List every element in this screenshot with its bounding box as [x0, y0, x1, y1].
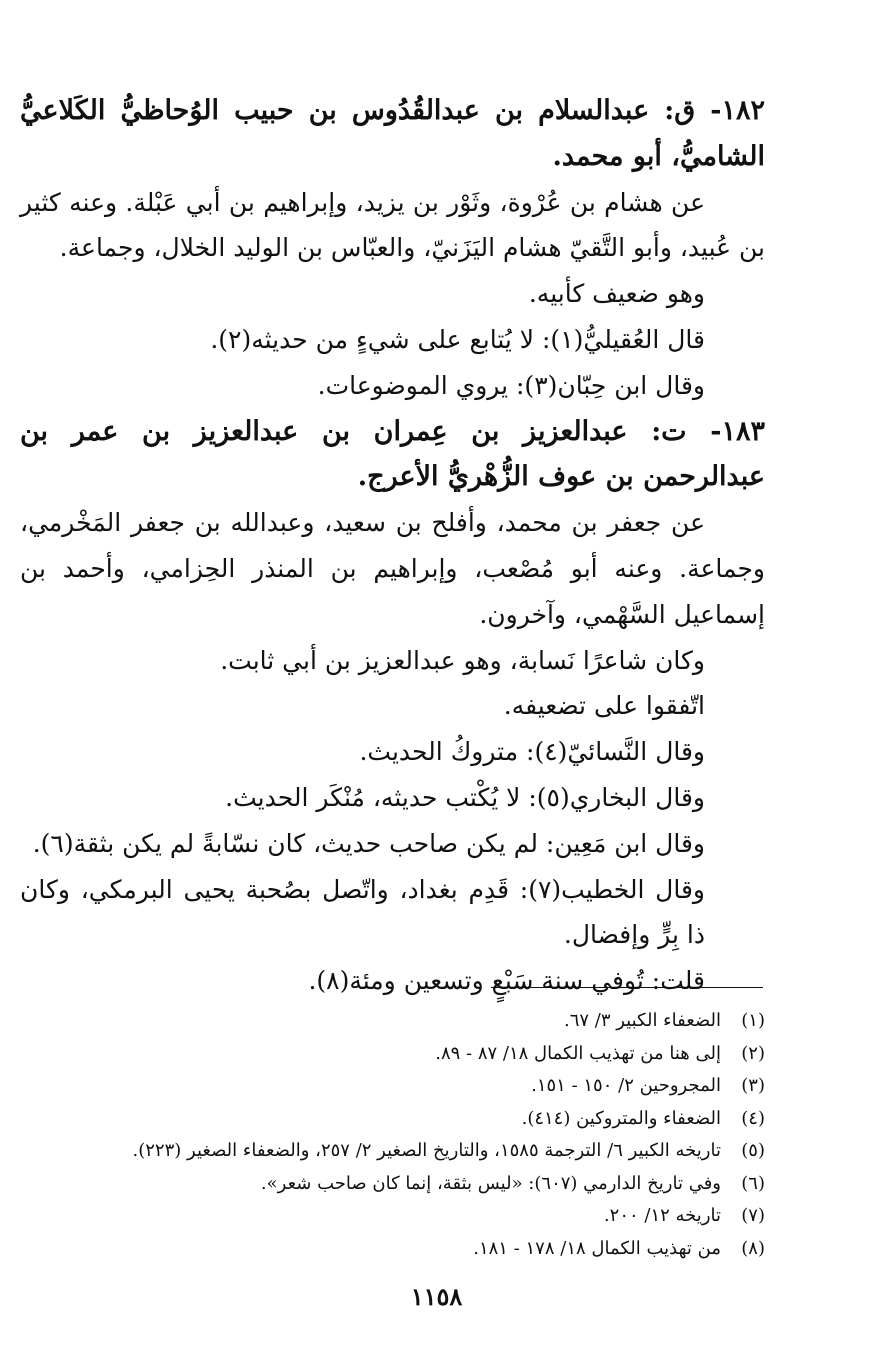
- entry-heading-182: ١٨٢- ق: عبدالسلام بن عبدالقُدُوس بن حبيب الوُحاظيُّ الكَلاعيُّ الشاميُّ، أبو محمد.: [20, 95, 765, 172]
- entry-183-line: قلت: تُوفي سنة سَبْعٍ وتسعين ومئة(٨).: [308, 966, 705, 996]
- page-number: ١١٥٨: [410, 1282, 463, 1311]
- entry-183-line: وقال ابن مَعِين: لم يكن صاحب حديث، كان نسّابةً لم يكن بثقة(٦).: [32, 828, 705, 858]
- entry-183-narration: عن جعفر بن محمد، وأفلح بن سعيد، وعبدالله بن جعفر المَخْرمي، وجماعة. وعنه أبو مُصْعب، وإبراهيم بن المنذر الحِزامي، وأحمد بن إسماعيل السَّهْمي، وآخرون.: [20, 508, 765, 629]
- footnote-separator: [491, 987, 763, 988]
- footnote: [20, 1070, 765, 1103]
- footnotes: [20, 1005, 765, 1265]
- footnote-number: (٤): [741, 1107, 765, 1129]
- footnote-text: تاريخه ١٢/ ٢٠٠.: [603, 1205, 721, 1226]
- footnote-number: (٦): [741, 1172, 765, 1194]
- entry-182-narration: عن هشام بن عُرْوة، وثَوْر بن يزيد، وإبراهيم بن أبي عَبْلة. وعنه كثير بن عُبيد، وأبو التَّقيّ هشام اليَزَنيّ، والعبّاس بن الوليد الخلال، وجماعة.: [20, 187, 765, 263]
- entry-183-line: وقال البخاري(٥): لا يُكْتب حديثه، مُنْكَر الحديث.: [225, 782, 705, 812]
- footnote-number: (١): [741, 1010, 765, 1031]
- footnote-text: إلى هنا من تهذيب الكمال ١٨/ ٨٧ - ٨٩.: [435, 1042, 721, 1064]
- entry-182-line: وهو ضعيف كأبيه.: [528, 279, 705, 309]
- entry-183-line: وقال الخطيب(٧): قَدِم بغداد، واتّصل بصُحبة يحيى البرمكي، وكان ذا بِرٍّ وإفضال.: [20, 874, 705, 950]
- footnote-number: (٧): [741, 1205, 765, 1226]
- footnote-number: (٣): [741, 1075, 765, 1096]
- footnote-number: (٢): [741, 1042, 765, 1064]
- entry-heading-183: ١٨٣- ت: عبدالعزيز بن عِمران بن عبدالعزيز بن عمر بن عبدالرحمن بن عوف الزُّهْريُّ الأعرج.: [20, 415, 765, 493]
- footnote: [20, 1005, 765, 1038]
- footnote: [20, 1038, 765, 1071]
- footnote-text: وفي تاريخ الدارمي (٦٠٧): «ليس بثقة، إنما كان صاحب شعر».: [260, 1172, 721, 1194]
- footnote-text: تاريخه الكبير ٦/ الترجمة ١٥٨٥، والتاريخ الصغير ٢/ ٢٥٧، والضعفاء الصغير (٢٢٣).: [132, 1140, 721, 1161]
- entry-182-line: قال العُقيليُّ(١): لا يُتابع على شيءٍ من حديثه(٢).: [210, 324, 705, 354]
- footnote: [20, 1103, 765, 1136]
- entry-183-line: وكان شاعرًا نَسابة، وهو عبدالعزيز بن أبي ثابت.: [220, 645, 705, 675]
- footnote-text: المجروحين ٢/ ١٥٠ - ١٥١.: [531, 1075, 721, 1096]
- footnote: [20, 1200, 765, 1233]
- footnote-text: من تهذيب الكمال ١٨/ ١٧٨ - ١٨١.: [473, 1237, 721, 1259]
- main-text: [20, 88, 765, 1004]
- footnote: [20, 1168, 765, 1201]
- entry-182-line: وقال ابن حِبّان(٣): يروي الموضوعات.: [317, 370, 705, 400]
- footnote-number: (٥): [741, 1140, 765, 1161]
- entry-183-line: اتّفقوا على تضعيفه.: [503, 691, 705, 721]
- entry-183-line: وقال النَّسائيّ(٤): متروكُ الحديث.: [359, 737, 705, 767]
- footnote-number: (٨): [741, 1237, 765, 1259]
- footnote-text: الضعفاء الكبير ٣/ ٦٧.: [563, 1010, 721, 1031]
- footnote: [20, 1135, 765, 1168]
- footnote-text: الضعفاء والمتروكين (٤١٤).: [521, 1107, 721, 1129]
- footnote: [20, 1233, 765, 1266]
